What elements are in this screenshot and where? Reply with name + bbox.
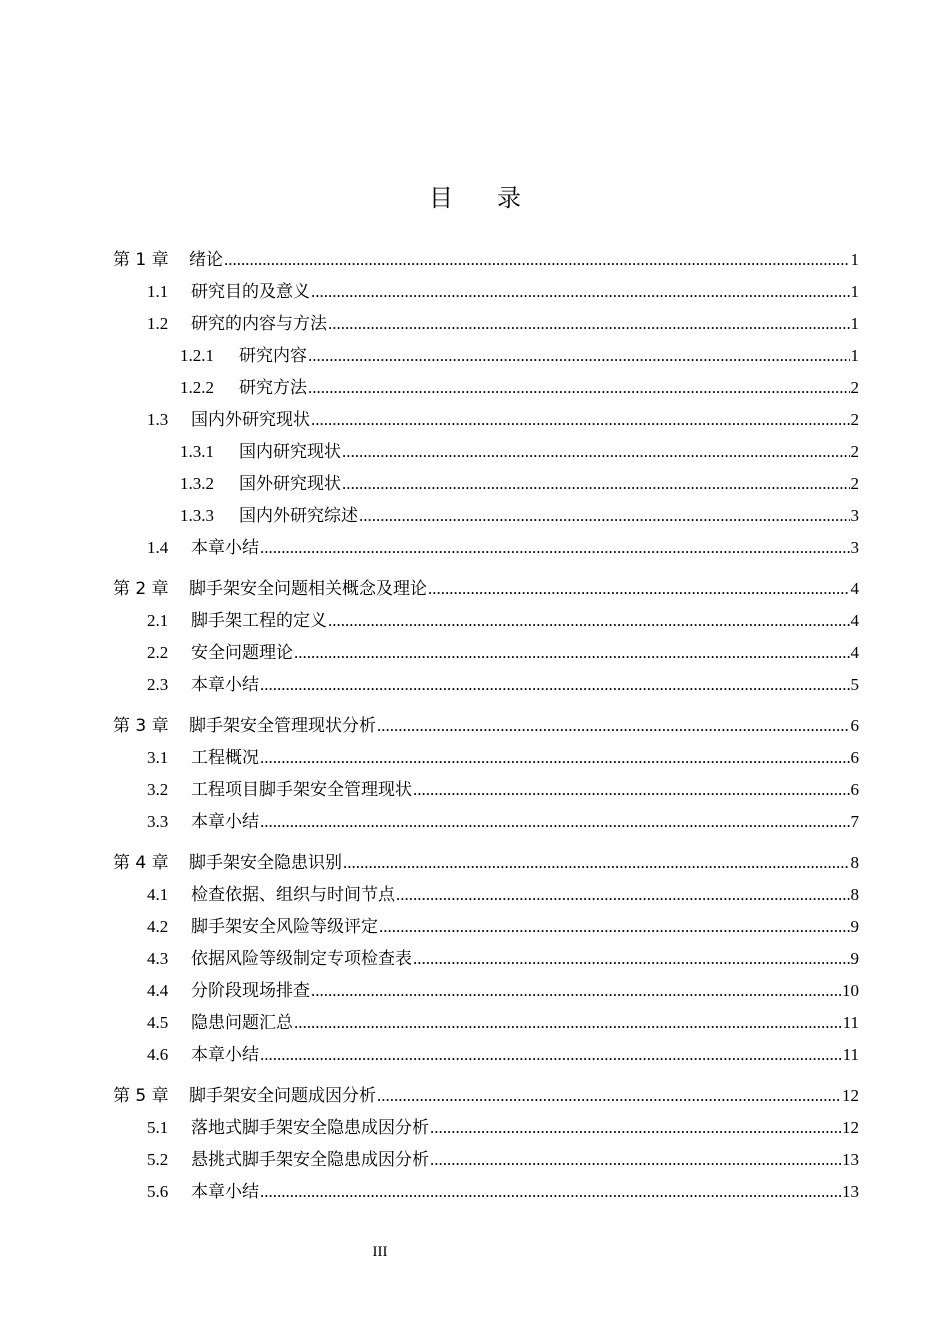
page-title: 目录 bbox=[429, 184, 565, 212]
toc-dot-leader bbox=[294, 637, 850, 669]
toc-dot-leader bbox=[379, 911, 850, 943]
toc-section-entry[interactable] bbox=[0, 1176, 950, 1208]
toc-entry-number: 4.3 bbox=[147, 949, 169, 968]
toc-entry-page: 1 bbox=[850, 250, 859, 269]
toc-section-entry[interactable] bbox=[0, 1039, 950, 1071]
toc-entry-number: 1.1 bbox=[147, 282, 169, 301]
toc-entry-number: 1.2.2 bbox=[180, 378, 214, 397]
toc-entry-label: 脚手架安全风险等级评定 bbox=[191, 917, 378, 937]
toc-entry-label: 本章小结 bbox=[191, 1182, 259, 1202]
toc-entry-label: 依据风险等级制定专项检查表 bbox=[191, 949, 412, 969]
toc-entry-label: 本章小结 bbox=[191, 1045, 259, 1065]
toc-entry-number: 4.5 bbox=[147, 1013, 169, 1032]
toc-entry-page: 5 bbox=[850, 675, 859, 694]
toc-dot-leader bbox=[343, 847, 850, 879]
toc-section-entry[interactable] bbox=[0, 372, 950, 404]
toc-dot-leader bbox=[359, 500, 850, 532]
toc-section-entry[interactable] bbox=[0, 340, 950, 372]
toc-entry-page: 2 bbox=[850, 410, 859, 429]
toc-entry-number: 4.1 bbox=[147, 885, 169, 904]
toc-entry-number: 1.3.3 bbox=[180, 506, 214, 525]
toc-section-entry[interactable] bbox=[0, 468, 950, 500]
toc-entry-label: 本章小结 bbox=[191, 675, 259, 695]
toc-entry-label: 脚手架安全管理现状分析 bbox=[189, 716, 376, 736]
toc-chapter-entry[interactable] bbox=[0, 244, 950, 276]
toc-entry-label: 脚手架安全隐患识别 bbox=[189, 853, 342, 873]
toc-entry-page: 8 bbox=[850, 885, 859, 904]
toc-chapter-entry[interactable] bbox=[0, 573, 950, 605]
toc-dot-leader bbox=[328, 605, 850, 637]
toc-dot-leader bbox=[260, 1039, 842, 1071]
toc-dot-leader bbox=[260, 669, 850, 701]
toc-dot-leader bbox=[430, 1144, 841, 1176]
toc-entry-number: 4.2 bbox=[147, 917, 169, 936]
toc-dot-leader bbox=[224, 244, 850, 276]
toc-entry-label: 国内外研究综述 bbox=[239, 506, 358, 526]
toc-entry-number: 第 3 章 bbox=[113, 716, 169, 736]
toc-entry-label: 分阶段现场排查 bbox=[191, 981, 310, 1001]
toc-entry-label: 研究方法 bbox=[239, 378, 307, 398]
toc-entry-number: 1.3.2 bbox=[180, 474, 214, 493]
toc-section-entry[interactable] bbox=[0, 806, 950, 838]
toc-dot-leader bbox=[413, 774, 850, 806]
toc-chapter-entry[interactable] bbox=[0, 710, 950, 742]
toc-entry-number: 1.2.1 bbox=[180, 346, 214, 365]
toc-chapter-entry[interactable] bbox=[0, 1080, 950, 1112]
toc-entry-page: 2 bbox=[850, 474, 859, 493]
toc-entry-page: 6 bbox=[850, 748, 859, 767]
toc-dot-leader bbox=[260, 742, 850, 774]
table-of-contents bbox=[0, 244, 950, 1208]
toc-section-entry[interactable] bbox=[0, 911, 950, 943]
toc-entry-page: 11 bbox=[842, 1013, 859, 1032]
toc-entry-number: 1.2 bbox=[147, 314, 169, 333]
toc-entry-label: 绪论 bbox=[189, 250, 223, 270]
toc-entry-number: 第 2 章 bbox=[113, 579, 169, 599]
toc-dot-leader bbox=[260, 806, 850, 838]
toc-entry-label: 国外研究现状 bbox=[239, 474, 341, 494]
toc-section-entry[interactable] bbox=[0, 879, 950, 911]
toc-entry-number: 5.1 bbox=[147, 1118, 169, 1137]
toc-section-entry[interactable] bbox=[0, 774, 950, 806]
toc-entry-number: 4.6 bbox=[147, 1045, 169, 1064]
toc-dot-leader bbox=[311, 404, 850, 436]
toc-entry-label: 安全问题理论 bbox=[191, 643, 293, 663]
toc-entry-page: 7 bbox=[850, 812, 859, 831]
toc-entry-page: 12 bbox=[842, 1086, 859, 1105]
toc-entry-page: 9 bbox=[850, 949, 859, 968]
toc-entry-label: 国内外研究现状 bbox=[191, 410, 310, 430]
toc-entry-number: 5.6 bbox=[147, 1182, 169, 1201]
toc-entry-label: 研究的内容与方法 bbox=[191, 314, 327, 334]
toc-entry-page: 1 bbox=[850, 346, 859, 365]
toc-entry-page: 1 bbox=[850, 282, 859, 301]
toc-entry-number: 1.4 bbox=[147, 538, 169, 557]
toc-section-entry[interactable] bbox=[0, 943, 950, 975]
toc-entry-label: 脚手架工程的定义 bbox=[191, 611, 327, 631]
toc-entry-label: 工程项目脚手架安全管理现状 bbox=[191, 780, 412, 800]
toc-entry-number: 1.3.1 bbox=[180, 442, 214, 461]
toc-entry-label: 研究内容 bbox=[239, 346, 307, 366]
toc-dot-leader bbox=[342, 436, 850, 468]
toc-entry-number: 3.2 bbox=[147, 780, 169, 799]
toc-entry-page: 6 bbox=[850, 780, 859, 799]
toc-entry-number: 第 5 章 bbox=[113, 1086, 169, 1106]
toc-section-entry[interactable] bbox=[0, 742, 950, 774]
toc-dot-leader bbox=[308, 340, 850, 372]
toc-entry-number: 4.4 bbox=[147, 981, 169, 1000]
toc-entry-label: 脚手架安全问题成因分析 bbox=[189, 1086, 376, 1106]
toc-dot-leader bbox=[377, 1080, 841, 1112]
toc-entry-label: 脚手架安全问题相关概念及理论 bbox=[189, 579, 427, 599]
toc-dot-leader bbox=[413, 943, 850, 975]
toc-dot-leader bbox=[311, 975, 841, 1007]
toc-section-entry[interactable] bbox=[0, 637, 950, 669]
toc-entry-number: 5.2 bbox=[147, 1150, 169, 1169]
toc-entry-number: 2.3 bbox=[147, 675, 169, 694]
toc-entry-page: 8 bbox=[850, 853, 859, 872]
toc-dot-leader bbox=[396, 879, 850, 911]
toc-dot-leader bbox=[328, 308, 850, 340]
toc-entry-page: 10 bbox=[842, 981, 859, 1000]
toc-entry-page: 3 bbox=[850, 538, 859, 557]
toc-entry-number: 2.2 bbox=[147, 643, 169, 662]
toc-chapter-entry[interactable] bbox=[0, 847, 950, 879]
toc-entry-label: 落地式脚手架安全隐患成因分析 bbox=[191, 1118, 429, 1138]
toc-entry-page: 9 bbox=[850, 917, 859, 936]
toc-section-entry[interactable] bbox=[0, 1007, 950, 1039]
toc-entry-label: 本章小结 bbox=[191, 538, 259, 558]
toc-entry-number: 3.1 bbox=[147, 748, 169, 767]
toc-entry-page: 1 bbox=[850, 314, 859, 333]
toc-entry-page: 2 bbox=[850, 378, 859, 397]
toc-section-entry[interactable] bbox=[0, 1112, 950, 1144]
toc-entry-label: 国内研究现状 bbox=[239, 442, 341, 462]
toc-section-entry[interactable] bbox=[0, 308, 950, 340]
toc-section-entry[interactable] bbox=[0, 500, 950, 532]
toc-entry-page: 12 bbox=[842, 1118, 859, 1137]
toc-section-entry[interactable] bbox=[0, 436, 950, 468]
toc-entry-page: 4 bbox=[850, 611, 859, 630]
toc-entry-label: 悬挑式脚手架安全隐患成因分析 bbox=[191, 1150, 429, 1170]
toc-entry-page: 13 bbox=[842, 1182, 859, 1201]
toc-section-entry[interactable] bbox=[0, 1144, 950, 1176]
toc-entry-page: 4 bbox=[850, 643, 859, 662]
toc-entry-label: 隐患问题汇总 bbox=[191, 1013, 293, 1033]
toc-entry-page: 4 bbox=[850, 579, 859, 598]
toc-entry-number: 第 1 章 bbox=[113, 250, 169, 270]
toc-dot-leader bbox=[260, 532, 850, 564]
toc-section-entry[interactable] bbox=[0, 975, 950, 1007]
toc-dot-leader bbox=[311, 276, 850, 308]
toc-entry-number: 2.1 bbox=[147, 611, 169, 630]
toc-dot-leader bbox=[377, 710, 850, 742]
toc-section-entry[interactable] bbox=[0, 532, 950, 564]
toc-entry-page: 2 bbox=[850, 442, 859, 461]
toc-entry-page: 11 bbox=[842, 1045, 859, 1064]
toc-dot-leader bbox=[342, 468, 850, 500]
toc-entry-label: 工程概况 bbox=[191, 748, 259, 768]
page-number-footer: III bbox=[372, 1244, 388, 1260]
toc-dot-leader bbox=[294, 1007, 842, 1039]
toc-entry-number: 3.3 bbox=[147, 812, 169, 831]
toc-dot-leader bbox=[260, 1176, 841, 1208]
toc-dot-leader bbox=[308, 372, 850, 404]
toc-section-entry[interactable] bbox=[0, 404, 950, 436]
toc-section-entry[interactable] bbox=[0, 605, 950, 637]
toc-entry-number: 第 4 章 bbox=[113, 853, 169, 873]
toc-entry-page: 3 bbox=[850, 506, 859, 525]
toc-entry-page: 6 bbox=[850, 716, 859, 735]
toc-dot-leader bbox=[428, 573, 850, 605]
toc-entry-label: 研究目的及意义 bbox=[191, 282, 310, 302]
toc-entry-number: 1.3 bbox=[147, 410, 169, 429]
toc-section-entry[interactable] bbox=[0, 669, 950, 701]
toc-entry-page: 13 bbox=[842, 1150, 859, 1169]
toc-section-entry[interactable] bbox=[0, 276, 950, 308]
toc-entry-label: 检查依据、组织与时间节点 bbox=[191, 885, 395, 905]
toc-dot-leader bbox=[430, 1112, 841, 1144]
toc-entry-label: 本章小结 bbox=[191, 812, 259, 832]
